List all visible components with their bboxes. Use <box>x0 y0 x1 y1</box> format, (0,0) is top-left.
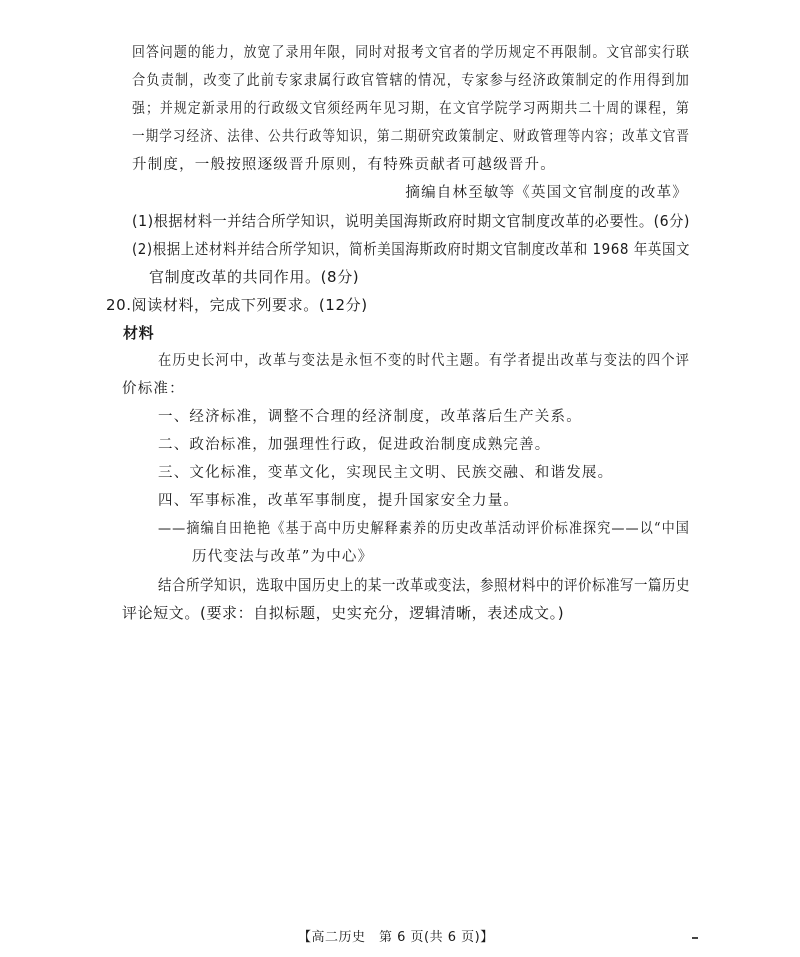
criterion-political: 二、政治标准，加强理性行政，促进政治制度成熟完善。 <box>158 437 551 453</box>
task-line-2: 评论短文。(要求：自拟标题，史实充分，逻辑清晰，表述成文。) <box>122 604 565 622</box>
material-line-4: 一期学习经济、法律、公共行政等知识，第二期研究政策制定、财政管理等内容；改革文官晋 <box>132 129 691 145</box>
criterion-economic: 一、经济标准，调整不合理的经济制度，改革落后生产关系。 <box>158 409 582 425</box>
intro-line-1: 在历史长河中，改革与变法是永恒不变的时代主题。有学者提出改革与变法的四个评 <box>158 353 690 369</box>
criterion-military: 四、军事标准，改革军事制度，提升国家安全力量。 <box>158 493 520 509</box>
material-line-2: 合负责制，改变了此前专家隶属行政官管辖的情况，专家参与经济政策制定的作用得到加 <box>132 73 690 89</box>
material-line-3: 强；并规定新录用的行政级文官须经两年见习期，在文官学院学习两期共二十周的课程，第 <box>132 101 690 117</box>
material-line-5: 升制度，一般按照逐级晋升原则，有特殊贡献者可越级晋升。 <box>132 157 556 173</box>
material-source: 摘编自林至敏等《英国文官制度的改革》 <box>405 185 688 201</box>
criterion-cultural: 三、文化标准，变革文化，实现民主文明、民族交融、和谐发展。 <box>158 465 614 481</box>
task-line-1: 结合所学知识，选取中国历史上的某一改革或变法，参照材料中的评价标准写一篇历史 <box>158 576 690 594</box>
material-label: 材料 <box>123 324 155 342</box>
question-20-heading: 20.阅读材料，完成下列要求。(12分) <box>106 296 368 314</box>
question-19-part-2-line-1: (2)根据上述材料并结合所学知识，简析美国海斯政府时期文官制度改革和 1968 年英国文 <box>132 240 691 258</box>
page-footer: 【高二历史 第 6 页(共 6 页)】 <box>298 930 494 945</box>
material-line-1: 回答问题的能力，放宽了录用年限，同时对报考文官者的学历规定不再限制。文官部实行联 <box>132 45 690 61</box>
source-line-2: 历代变法与改革”为中心》 <box>192 549 374 565</box>
question-19-part-2-line-2: 官制度改革的共同作用。(8分) <box>149 268 360 286</box>
source-line-1: ——摘编自田艳艳《基于高中历史解释素养的历史改革活动评价标准探究——以“中国 <box>158 521 690 537</box>
intro-line-2: 价标准： <box>122 381 185 397</box>
question-19-part-1: (1)根据材料一并结合所学知识，说明美国海斯政府时期文官制度改革的必要性。(6分) <box>132 212 691 230</box>
corner-mark <box>692 937 698 939</box>
